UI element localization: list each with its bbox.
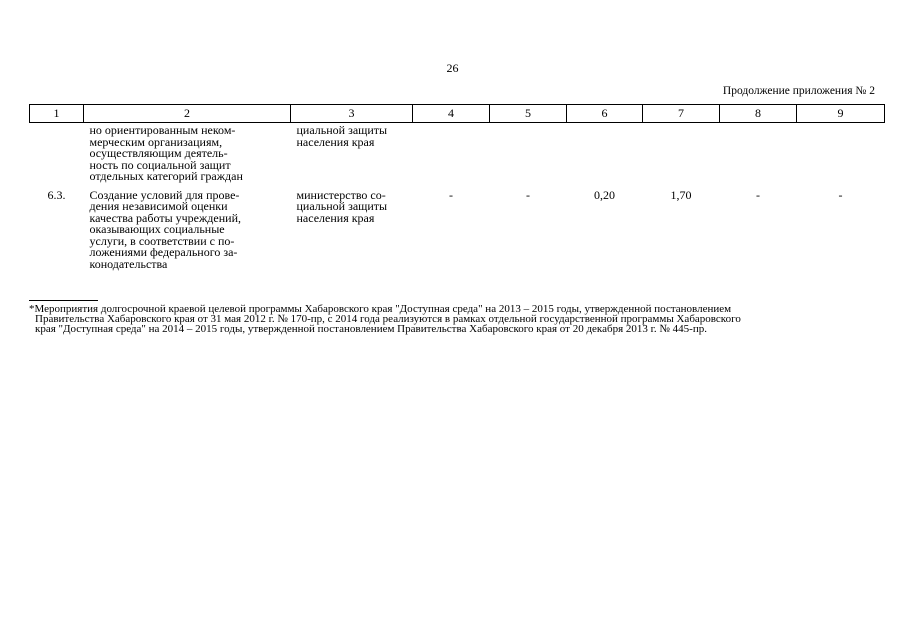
cell-col-5 xyxy=(490,123,567,183)
cell-activity xyxy=(84,123,291,183)
cell-text-line: услуги, в соответствии с по- xyxy=(89,233,235,248)
cell-col-6 xyxy=(567,123,643,183)
footnote-line: *Мероприятия долгосрочной краевой целевой программы Хабаровского края "Доступная среда" на 2013 – 2015 годы, утвержденной постановлением xyxy=(29,303,732,315)
program-table xyxy=(29,104,885,270)
header-col-6: 6 xyxy=(567,105,643,123)
footnote xyxy=(29,304,877,334)
cell-col-6: 0,20 xyxy=(594,187,615,202)
table-row-continuation xyxy=(30,123,885,183)
cell-text-line: качества работы учреждений, xyxy=(89,210,241,225)
cell-col-9 xyxy=(797,123,885,183)
cell-text-line: осуществляющим деятель- xyxy=(89,146,228,160)
footnote-divider xyxy=(29,300,98,301)
cell-number: 6.3. xyxy=(47,187,66,202)
cell-text-line: ность по социальной защит xyxy=(89,157,231,172)
cell-text-line: Создание условий для прове- xyxy=(89,187,240,202)
header-col-9: 9 xyxy=(797,105,885,123)
table-row-6-3 xyxy=(30,183,885,271)
cell-text-line: населения края xyxy=(296,134,375,149)
cell-col-9: - xyxy=(838,187,843,202)
header-col-2: 2 xyxy=(84,105,291,123)
appendix-continuation-label: Продолжение приложения № 2 xyxy=(722,85,875,97)
cell-text-line: дения независимой оценки xyxy=(89,199,228,213)
cell-col-7 xyxy=(643,123,720,183)
cell-col-5: - xyxy=(526,187,530,202)
cell-text-line: министерство со- xyxy=(296,187,386,202)
header-col-1: 1 xyxy=(30,105,84,123)
cell-col-8 xyxy=(720,123,797,183)
cell-number xyxy=(30,123,84,183)
cell-text-line: мерческим организациям, xyxy=(89,134,223,149)
page-number: 26 xyxy=(446,61,459,75)
cell-text-line: отдельных категорий граждан xyxy=(89,169,243,183)
cell-text-line: циальной защиты xyxy=(296,123,388,137)
cell-activity xyxy=(84,183,291,271)
header-col-5: 5 xyxy=(490,105,567,123)
cell-text-line: ложениями федерального за- xyxy=(89,245,238,259)
cell-col-4: - xyxy=(449,187,453,202)
cell-col-8: - xyxy=(756,187,760,202)
cell-text-line: конодательства xyxy=(89,256,168,271)
cell-text-line: населения края xyxy=(296,210,375,225)
table-header-row xyxy=(30,105,885,123)
footnote-line: Правительства Хабаровского края от 31 мая 2012 г. № 170-пр, с 2014 года реализуются в рамках отдельной государственной программы Хабаровского xyxy=(35,313,741,325)
footnote-line: края "Доступная среда" на 2014 – 2015 годы, утвержденной постановлением Правительства Хабаровского края от 20 декабря 2013 г. № 445-пр. xyxy=(35,323,707,335)
cell-text-line: оказывающих социальные xyxy=(89,222,225,236)
header-col-4: 4 xyxy=(413,105,490,123)
cell-col-4 xyxy=(413,123,490,183)
header-col-8: 8 xyxy=(720,105,797,123)
cell-col-7: 1,70 xyxy=(670,187,692,202)
cell-executor xyxy=(291,183,413,271)
cell-text-line: циальной защиты xyxy=(296,199,388,213)
cell-text-line: но ориентированным неком- xyxy=(89,123,236,137)
header-col-3: 3 xyxy=(291,105,413,123)
header-col-7: 7 xyxy=(643,105,720,123)
cell-executor xyxy=(291,123,413,183)
